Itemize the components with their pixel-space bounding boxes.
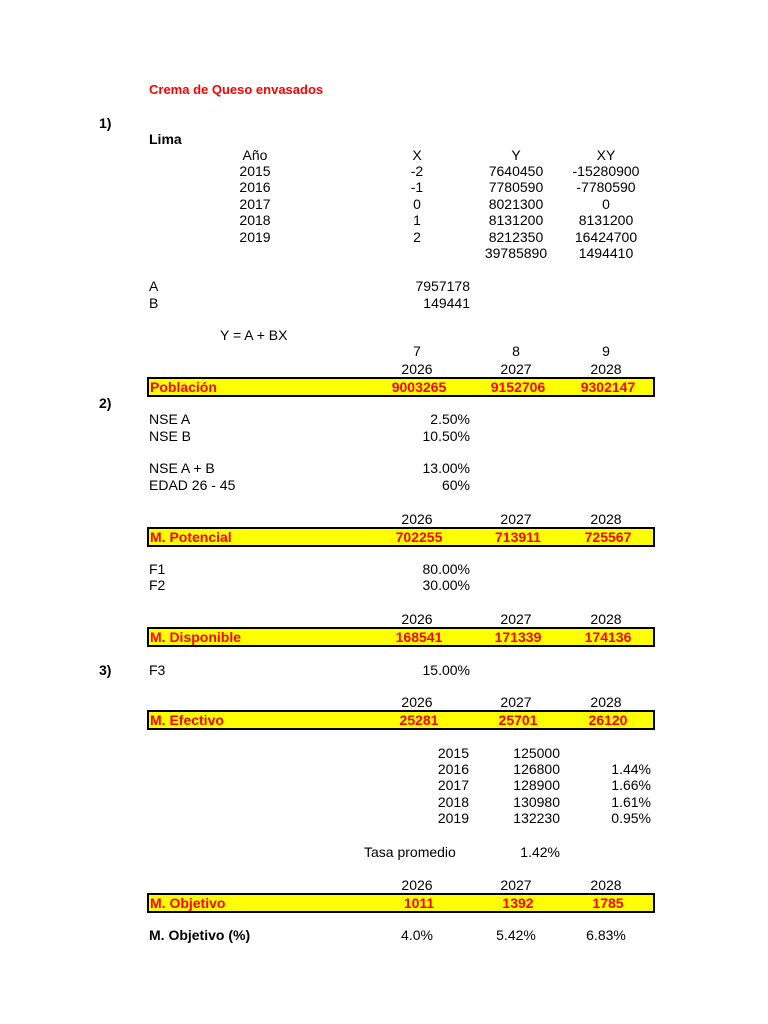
objetivo-value: 1785 [592,895,624,911]
growth-rate: 0.95% [611,810,651,826]
tasa-promedio-label: Tasa promedio [364,844,456,860]
poblacion-label: Población [150,379,217,395]
efectivo-label: M. Efectivo [150,712,224,728]
factor-value: 80.00% [422,561,470,577]
nse-value: 10.50% [422,428,470,444]
x-future: 7 [413,343,421,359]
lima-label: Lima [149,131,182,147]
poblacion-value: 9302147 [580,379,636,395]
objetivo-pct-value: 6.83% [586,927,626,943]
disponible-label: M. Disponible [150,629,241,645]
coef-b-value: 149441 [423,295,470,311]
header-x: X [412,147,422,163]
section-3-marker: 3) [99,662,112,678]
coef-a-value: 7957178 [415,278,470,294]
efectivo-row [147,710,655,730]
growth-value: 130980 [513,794,560,810]
year-header: 2026 [401,877,433,893]
growth-value: 125000 [513,745,560,761]
year-header: 2027 [500,511,532,527]
growth-year: 2019 [437,810,469,826]
nse-label: NSE B [149,428,192,444]
x-future: 8 [512,343,520,359]
cell-y: 7640450 [488,163,544,179]
factor-value: 15.00% [422,662,470,678]
cell-xy: 0 [602,196,610,212]
cell-year: 2018 [239,212,271,228]
formula: Y = A + BX [220,327,288,343]
efectivo-value: 25281 [399,712,439,728]
year-header: 2027 [500,694,532,710]
x-future: 9 [602,343,610,359]
factor-label: F2 [149,577,166,593]
cell-xy: -15280900 [572,163,640,179]
growth-year: 2016 [437,761,469,777]
document-title: Crema de Queso envasados [149,82,324,97]
nse-label: NSE A [149,411,191,427]
growth-value: 128900 [513,777,560,793]
year-header: 2028 [590,511,622,527]
poblacion-value: 9003265 [391,379,447,395]
objetivo-label: M. Objetivo [150,895,226,911]
cell-xy: 16424700 [574,229,638,245]
year-header: 2027 [500,611,532,627]
disponible-value: 168541 [395,629,443,645]
potencial-label: M. Potencial [150,529,232,545]
section-2-marker: 2) [99,395,112,411]
cell-x: 1 [413,212,421,228]
objetivo-pct-value: 4.0% [401,927,433,943]
potencial-value: 702255 [395,529,443,545]
cell-y: 8212350 [488,229,544,245]
objetivo-value: 1011 [403,895,435,911]
factor-label: F1 [149,561,166,577]
potencial-value: 713911 [495,529,541,545]
cell-xy: 8131200 [578,212,634,228]
poblacion-value: 9152706 [490,379,546,395]
nse-value: 2.50% [430,411,470,427]
year-header: 2026 [401,611,433,627]
year-header: 2028 [590,361,622,377]
growth-rate: 1.61% [611,794,651,810]
cell-x: -2 [410,163,424,179]
header-y: Y [511,147,521,163]
year-header: 2027 [500,877,532,893]
coef-a-label: A [149,278,159,294]
year-header: 2026 [401,511,433,527]
cell-y: 8131200 [488,212,544,228]
year-header: 2028 [590,611,622,627]
nse-value: 13.00% [422,460,470,476]
growth-year: 2015 [437,745,469,761]
objetivo-pct-label: M. Objetivo (%) [149,927,251,943]
year-header: 2028 [590,694,622,710]
cell-y: 7780590 [488,179,544,195]
objetivo-row [147,893,655,913]
tasa-promedio-value: 1.42% [520,844,560,860]
objetivo-pct-value: 5.42% [496,927,536,943]
growth-year: 2018 [437,794,469,810]
growth-year: 2017 [437,777,469,793]
nse-label: NSE A + B [149,460,215,476]
cell-x: -1 [410,179,424,195]
section-1-marker: 1) [99,115,112,131]
factor-value: 30.00% [422,577,470,593]
total-y: 39785890 [484,245,548,261]
cell-x: 2 [413,229,421,245]
header-year: Año [242,147,268,163]
cell-year: 2016 [239,179,271,195]
year-header: 2026 [401,694,433,710]
cell-year: 2019 [239,229,271,245]
poblacion-row [147,377,655,397]
total-xy: 1494410 [578,245,634,261]
disponible-row [147,627,655,647]
efectivo-value: 25701 [498,712,538,728]
growth-rate: 1.44% [611,761,651,777]
efectivo-value: 26120 [588,712,628,728]
nse-value: 60% [441,477,470,493]
objetivo-value: 1392 [502,895,534,911]
potencial-row [147,527,655,547]
cell-y: 8021300 [488,196,544,212]
disponible-value: 174136 [584,629,632,645]
year-header: 2028 [590,877,622,893]
year-header: 2027 [500,361,532,377]
coef-b-label: B [149,295,159,311]
cell-xy: -7780590 [576,179,636,195]
potencial-value: 725567 [584,529,632,545]
year-header: 2026 [401,361,433,377]
nse-label: EDAD 26 - 45 [149,477,236,493]
growth-rate: 1.66% [611,777,651,793]
growth-value: 126800 [513,761,560,777]
disponible-value: 171339 [494,629,542,645]
factor-label: F3 [149,662,166,678]
cell-x: 0 [413,196,421,212]
cell-year: 2017 [239,196,271,212]
growth-value: 132230 [513,810,560,826]
cell-year: 2015 [239,163,271,179]
header-xy: XY [596,147,616,163]
